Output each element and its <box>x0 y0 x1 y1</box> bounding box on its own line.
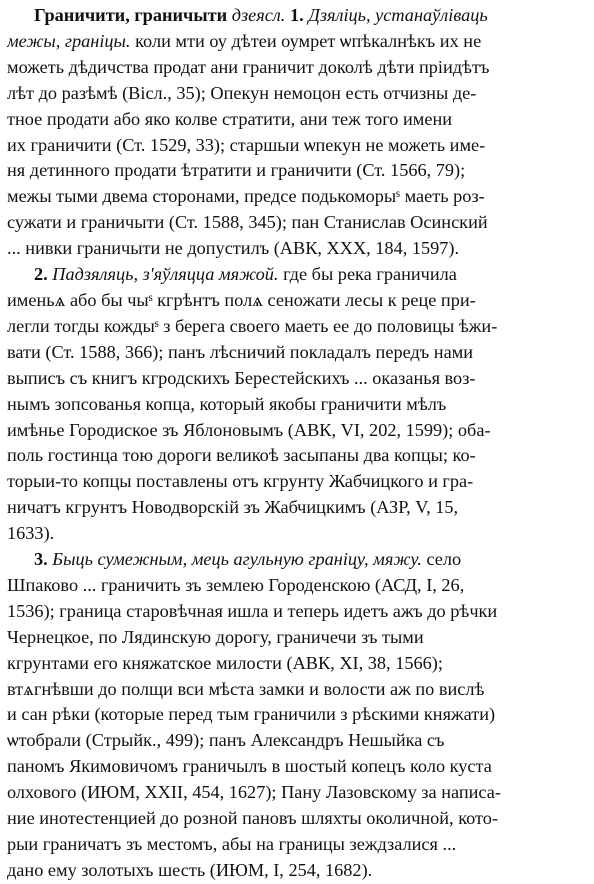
text-line: поль гостинца тою дороги великоѣ засыпаны два копцы; ко- <box>7 445 476 466</box>
text-line: сужати и граничыти (Ст. 1588, 345); пан Станислав Осинский <box>7 212 488 233</box>
sense-definition: Быць сумежным, мець агульную граніцу, мяжу. <box>52 549 422 570</box>
text-line: и сан рѣки (которые перед тым граничили з рѣскими княжати) <box>7 704 496 725</box>
sense-3-paragraph <box>7 547 584 884</box>
sense-number: 2. <box>34 264 48 285</box>
text-line: кгрунтами его княжатское милости (АВК, XI, 38, 1566); <box>7 652 443 673</box>
text-line: 1633). <box>7 523 55 544</box>
text-line: Шпаково ... граничить зъ землею Городенскою (АСД, I, 26, <box>7 574 465 595</box>
sense-number: 3. <box>34 549 48 570</box>
text-line: легли тогды кождыˢ з берега своего маеть ее до половицы ѣжи- <box>7 315 498 336</box>
citation-text: село <box>426 549 462 570</box>
text-line: паномъ Якимовичомъ граничылъ в шостый копецъ коло куста <box>7 756 492 777</box>
text-line: можеть дѣдичства продат ани граничит доколѣ дѣти пріидѣтъ <box>7 56 490 77</box>
text-line <box>7 547 584 573</box>
sense-definition: Падзяляць, з'яўляцца мяжой. <box>52 264 279 285</box>
sense-number: 1. <box>289 5 304 25</box>
text-line: дано ему золотыхъ шесть (ИЮМ, I, 254, 1682). <box>7 859 373 880</box>
sense-definition: Дзяліць, устанаўліваць <box>308 5 488 25</box>
text-line: ... нивки граничыти не допустилъ (АВК, XXX, 184, 1597). <box>7 238 460 259</box>
text-line: ние инотестенцией до розной пановъ шляхты околичной, кото- <box>7 808 499 829</box>
citation-text: коли мти оу дѣтеи оумрет ѡпѣкалнѣкъ их не <box>135 30 482 51</box>
text-line: тное продати або яко колве стратити, ани теж того имени <box>7 108 453 129</box>
text-line <box>7 3 584 29</box>
grammar-label: дзеясл. <box>231 5 286 25</box>
text-line <box>7 29 584 55</box>
text-line: нымъ зопсованья копца, который якобы граничити мѣлъ <box>7 393 447 414</box>
text-line: олхового (ИЮМ, XXII, 454, 1627); Пану Лазовскому за написа- <box>7 782 501 803</box>
text-line: их граничити (Ст. 1529, 33); старшыи ѡпекун не можеть име- <box>7 134 486 155</box>
sense-1-paragraph <box>7 3 584 262</box>
text-line: втѧгнѣвши до полщи вси мѣста замки и волости аж по вислѣ <box>7 678 485 699</box>
text-line <box>7 262 584 288</box>
headword: Граничити, граничыти <box>34 5 228 25</box>
text-line: рыи граничатъ зъ местомъ, абы на границы зеждзалися ... <box>7 834 457 854</box>
sense-definition: межы, граніцы. <box>7 30 131 51</box>
text-line: выписъ съ книгъ кгродскихъ Берестейскихъ ... оказанья воз- <box>7 367 476 388</box>
text-line: межы тыми двема сторонами, предсе подькоморыˢ маеть роз- <box>7 186 485 207</box>
text-line: ничатъ кгрунтъ Новодворскій зъ Жабчицкимъ (АЗР, V, 15, <box>7 497 459 518</box>
text-line: лѣт до разѣмѣ (Вісл., 35); Опекун немоцон есть отчизны де- <box>7 82 477 103</box>
citation-text: где бы река граничила <box>283 264 457 285</box>
text-line: Чернецкое, по Лядинскую дорогу, граничечи зъ тыми <box>7 626 424 647</box>
sense-2-paragraph <box>7 262 584 547</box>
text-line: именьѧ або бы чыˢ кгрѣнтъ полѧ сеножати лесы к реце при- <box>7 289 476 310</box>
text-line: имѣнье Городиское зъ Яблоновымъ (АВК, VI, 202, 1599); оба- <box>7 419 491 440</box>
text-line: 1536); граница старовѣчная ишла и теперь идетъ ажъ до рѣчки <box>7 600 498 621</box>
text-line: вати (Ст. 1588, 366); панъ лѣсничий покладалъ передъ нами <box>7 341 474 362</box>
text-line: ѡтобрали (Стрыйк., 499); панъ Александръ Нешыйка съ <box>7 730 445 751</box>
text-line: торыи-то копцы поставлены отъ кгрунту Жабчицкого и гра- <box>7 471 474 492</box>
text-line: ня детинного продати ѣтратити и граничити (Ст. 1566, 79); <box>7 160 466 181</box>
